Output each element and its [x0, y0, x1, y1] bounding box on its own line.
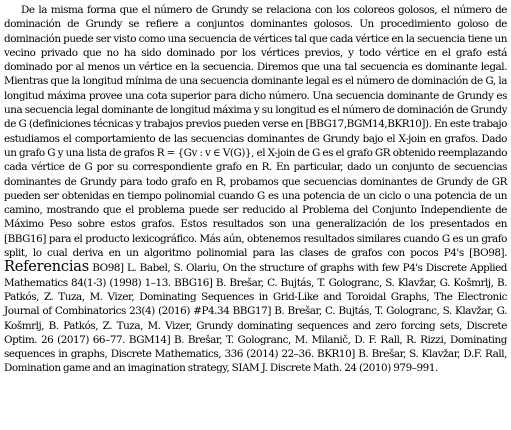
- abstract-paragraph: [4, 3, 507, 376]
- references-heading: Referencias: [4, 259, 89, 276]
- references-text: BO98] L. Babel, S. Olariu, On the structure of graphs with few P4's Discrete Applied Mathematics 84(1-3) (1998) 1–13. BBG16] B. Brešar, C. Bujtás, T. Gologranc, S. Klavžar, G. Košmrlj, B. Patkós, Z. Tuza, M. Vizer, Dominating Sequences in Grid-Like and Toroidal Graphs, The Electronic Journal of Combinatorics 23(4) (2016) #P4.34 BBG17] B. Brešar, C. Bujtás, T. Gologranc, S. Klavžar, G. Košmrlj, B. Patkós, Z. Tuza, M. Vizer, Grundy dominating sequences and zero forcing sets, Discrete Optim. 26 (2017) 66–77. BGM14] B. Brešar, T. Gologranc, M. Milanič, D. F. Rall, R. Rizzi, Dominating sequences in graphs, Discrete Mathematics, 336 (2014) 22–36. BKR10] B. Brešar, S. Klavžar, D.F. Rall, Domination game and an imagination strategy, SIAM J. Discrete Math. 24 (2010) 979–991.: [4, 262, 507, 375]
- abstract-text: De la misma forma que el número de Grundy se relaciona con los coloreos golosos, el número de dominación de Grundy se refiere a conjuntos dominantes golosos. Un procedimiento goloso de dominación puede ser visto como una secuencia de vértices tal que cada vértice en la secuencia tiene un vecino privado que no ha sido dominado por los vértices previos, y todo vértice en el grafo está dominado por al menos un vértice en la secuencia. Diremos que una tal secuencia es dominante legal. Mientras que la longitud mínima de una secuencia dominante legal es el número de dominación de G, la longitud máxima provee una cota superior para dicho número. Una secuencia dominante de Grundy es una secuencia legal dominante de longitud máxima y su longitud es el número de dominación de Grundy de G (definiciones técnicas y trabajos previos pueden verse en [BBG17,BGM14,BKR10]). En este trabajo estudiamos el comportamiento de las secuencias dominantes de Grundy bajo el X-join en grafos. Dado un grafo G y una lista de grafos R = {Gv : v ∈ V(G)}, el X-join de G es el grafo GR obtenido reemplazando cada vértice de G por su correspondiente grafo en R. En particular, dado un conjunto de secuencias dominantes de Grundy para todo grafo en R, probamos que secuencias dominantes de Grundy de GR pueden ser obtenidas en tiempo polinomial cuando G es una potencia de un ciclo o una potencia de un camino, mostrando que el problema puede ser reducido al Problema del Conjunto Independiente de Máximo Peso sobre estos grafos. Estos resultados son una generalización de los presentados en [BBG16] para el producto lexicográfico. Más aún, obtenemos resultados similares cuando G es un grafo split, lo cual deriva en un algoritmo polinomial para las clases de grafos con pocos P4's [BO98].: [4, 4, 507, 260]
